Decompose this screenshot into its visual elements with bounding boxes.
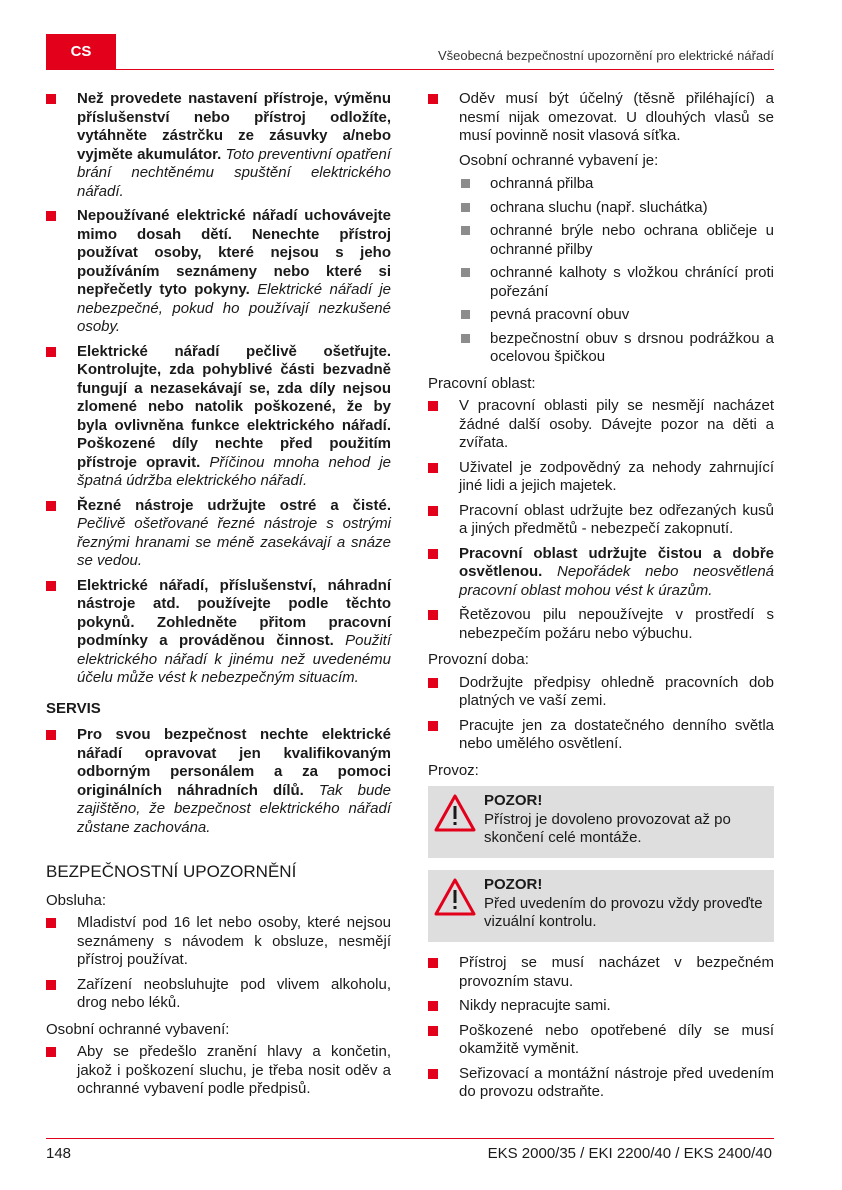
- list-item: [428, 1022, 774, 1059]
- item-text: Mladiství pod 16 let nebo osoby, které nejsou seznámeny s návodem k obsluze, nesmějí přístroj používat.: [77, 914, 391, 968]
- warning-title: POZOR!: [484, 792, 543, 809]
- bullet-icon: [46, 347, 56, 357]
- list-item: [46, 90, 391, 201]
- bullet-icon: [428, 721, 438, 731]
- sub-list-item: [428, 199, 774, 218]
- header-title: Všeobecná bezpečnostní upozornění pro elektrické nářadí: [437, 48, 774, 63]
- sub-list-item: [428, 222, 774, 259]
- sub-list-item: [428, 330, 774, 367]
- item-bold-text: Nepoužívané elektrické nářadí uchovávejte mimo dosah dětí. Nenechte přístroj používat osoby, které nejsou s jeho používáním seznámeny nebo které si nepřečetly tyto pokyny.: [77, 207, 391, 298]
- item-text: Přístroj se musí nacházet v bezpečném provozním stavu.: [459, 954, 774, 990]
- bullet-icon: [428, 549, 438, 559]
- list-item: [46, 577, 391, 688]
- list-item: [428, 954, 774, 991]
- item-italic-text: Nepořádek nebo neosvětlená pracovní oblast mohou vést k úrazům.: [459, 563, 775, 599]
- warning-title: POZOR!: [484, 876, 543, 893]
- list-item: [428, 397, 774, 453]
- bullet-icon: [428, 463, 438, 473]
- list-item: [46, 726, 391, 837]
- sub-bullet-icon: [461, 310, 470, 319]
- sub-bullet-icon: [461, 203, 470, 212]
- item-text: ochranné brýle nebo ochrana obličeje u ochranné přilby: [490, 222, 774, 258]
- sub-bullet-icon: [461, 268, 470, 277]
- right-column: [428, 90, 774, 1108]
- item-text: V pracovní oblasti pily se nesmějí nacházet žádné další osoby. Dávejte pozor na děti a zvířata.: [459, 397, 774, 451]
- list-item: [428, 459, 774, 496]
- item-text: Zařízení neobsluhujte pod vlivem alkoholu, drog nebo léků.: [77, 975, 391, 1011]
- list-item: [428, 502, 774, 539]
- item-italic-text: Elektrické nářadí je nebezpečné, pokud ho používají nezkušené osoby.: [77, 281, 392, 335]
- item-text: Seřizovací a montážní nástroje před uvedením do provozu odstraňte.: [459, 1064, 774, 1100]
- item-italic-text: Tak bude zajištěno, že bezpečnost elektrického nářadí zůstane zachována.: [77, 781, 391, 836]
- item-text: Nikdy nepracujte sami.: [459, 997, 611, 1014]
- work-area-label: Pracovní oblast:: [428, 374, 536, 392]
- bullet-icon: [428, 1001, 438, 1011]
- sub-list-item: [428, 306, 774, 325]
- op-time-label: Provozní doba:: [428, 651, 529, 668]
- sub-list-item: [428, 264, 774, 301]
- warning-box: [428, 786, 774, 858]
- item-text: ochrana sluchu (např. sluchátka): [490, 198, 708, 216]
- bullet-icon: [428, 678, 438, 688]
- footer-rule: [46, 1138, 774, 1139]
- item-text: Poškozené nebo opotřebené díly se musí okamžitě vyměnit.: [459, 1021, 774, 1057]
- ppe-label: Osobní ochranné vybavení:: [46, 1020, 230, 1038]
- item-text: Pracujte jen za dostatečného denního světla nebo umělého osvětlení.: [459, 716, 774, 752]
- bullet-icon: [428, 1026, 438, 1036]
- list-item: [428, 90, 774, 146]
- model-name: EKS 2000/35 / EKI 2200/40 / EKS 2400/40: [487, 1145, 772, 1162]
- item-bold-text: Pracovní oblast udržujte čistou a dobře osvětlenou.: [459, 544, 774, 580]
- item-text: Pracovní oblast udržujte bez odřezaných kusů a jiných předmětů - nebezpečí zakopnutí.: [459, 501, 774, 537]
- bullet-icon: [428, 401, 438, 411]
- bullet-icon: [428, 506, 438, 516]
- item-bold-text: Než provedete nastavení přístroje, výměnu příslušenství nebo přístroj odložíte, vytáhněte zástrčku ze zásuvky a/nebo vyjměte akumulátor.: [77, 90, 391, 163]
- header-rule: [116, 69, 774, 70]
- list-item: [428, 1065, 774, 1102]
- item-text: Oděv musí být účelný (těsně přiléhající) a nesmí nijak omezovat. U dlouhých vlasů se musí povinně nosit vlasová síťka.: [459, 90, 774, 144]
- op-label: Provoz:: [428, 761, 479, 779]
- bullet-icon: [46, 581, 56, 591]
- list-item: [46, 976, 391, 1013]
- list-item: [428, 674, 774, 711]
- bullet-icon: [46, 918, 56, 928]
- item-bold-text: Elektrické nářadí, příslušenství, náhradní nástroje atd. používejte podle těchto pokynů. Zohledněte přitom pracovní podmínky a prováděnou činnost.: [77, 576, 391, 649]
- language-tab: CS: [46, 34, 116, 70]
- sub-list-item: [428, 175, 774, 194]
- list-item: [428, 997, 774, 1016]
- item-text: Dodržujte předpisy ohledně pracovních dob platných ve vaší zemi.: [459, 673, 774, 709]
- list-item: [428, 717, 774, 754]
- bullet-icon: [46, 94, 56, 104]
- bullet-icon: [46, 730, 56, 740]
- bullet-icon: [46, 1047, 56, 1057]
- obsluha-label: Obsluha:: [46, 891, 107, 909]
- list-item: [428, 606, 774, 643]
- warning-triangle-icon: [434, 794, 476, 832]
- bullet-icon: [428, 958, 438, 968]
- servis-heading: SERVIS: [46, 699, 101, 717]
- sub-bullet-icon: [461, 226, 470, 235]
- bullet-icon: [428, 94, 438, 104]
- item-text: ochranná přilba: [490, 175, 594, 192]
- item-italic-text: Příčinou mnoha nehod je špatná údržba elektrického nářadí.: [77, 453, 391, 489]
- warning-box: [428, 870, 774, 942]
- left-column: [46, 90, 391, 1105]
- warning-triangle-icon: [434, 878, 476, 916]
- item-text: Aby se předešlo zranění hlavy a končetin, jakož i poškození sluchu, je třeba nosit oděv a ochranné vybavení podle předpisů.: [77, 1043, 391, 1097]
- list-item: [46, 207, 391, 337]
- list-item: [428, 545, 774, 601]
- bullet-icon: [46, 211, 56, 221]
- item-bold-text: Řezné nástroje udržujte ostré a čisté.: [77, 496, 391, 514]
- item-bold-text: Elektrické nářadí pečlivě ošetřujte. Kontrolujte, zda pohyblivé části bezvadně fungují a nezasekávají se, zda díly nejsou zlomené nebo natolik poškozené, že by byla ovlivněna funkce elektrického nářadí. Poškozené díly nechte před použitím přístroje opravit.: [77, 342, 391, 471]
- list-item: [46, 343, 391, 491]
- bullet-icon: [46, 501, 56, 511]
- list-item: [46, 914, 391, 970]
- item-italic-text: Toto preventivní opatření brání nechtěnému spuštění elektrického nářadí.: [77, 145, 391, 200]
- item-text: bezpečnostní obuv s drsnou podrážkou a ocelovou špičkou: [490, 329, 774, 365]
- list-item: [46, 1043, 391, 1099]
- bullet-icon: [428, 1069, 438, 1079]
- warning-text: Před uvedením do provozu vždy proveďte vizuální kontrolu.: [484, 894, 763, 930]
- bullet-icon: [46, 980, 56, 990]
- item-bold-text: Pro svou bezpečnost nechte elektrické nářadí opravovat jen kvalifikovaným odborným personálem a za pomoci originálních náhradních dílů.: [77, 726, 391, 799]
- item-text: ochranné kalhoty s vložkou chránící proti pořezání: [490, 264, 774, 300]
- item-text: Řetězovou pilu nepoužívejte v prostředí s nebezpečím požáru nebo výbuchu.: [459, 606, 774, 642]
- bullet-icon: [428, 610, 438, 620]
- list-item: [46, 497, 391, 571]
- page-number: 148: [46, 1145, 72, 1162]
- ppe-is-label: Osobní ochranné vybavení je:: [459, 151, 659, 169]
- warning-text: Přístroj je dovoleno provozovat až po skončení celé montáže.: [484, 810, 731, 846]
- safety-heading: BEZPEČNOSTNÍ UPOZORNĚNÍ: [46, 862, 297, 881]
- sub-bullet-icon: [461, 334, 470, 343]
- item-text: Uživatel je zodpovědný za nehody zahrnující jiné lidi a jejich majetek.: [459, 458, 774, 494]
- item-italic-text: Pečlivě ošetřované řezné nástroje s ostrými řeznými hranami se méně zasekávají a snáze se vedou.: [77, 515, 391, 569]
- item-text: pevná pracovní obuv: [490, 306, 630, 323]
- item-italic-text: Použití elektrického nářadí k jinému než uvedenému účelu může vést k nebezpečným situacím.: [77, 632, 391, 686]
- sub-bullet-icon: [461, 179, 470, 188]
